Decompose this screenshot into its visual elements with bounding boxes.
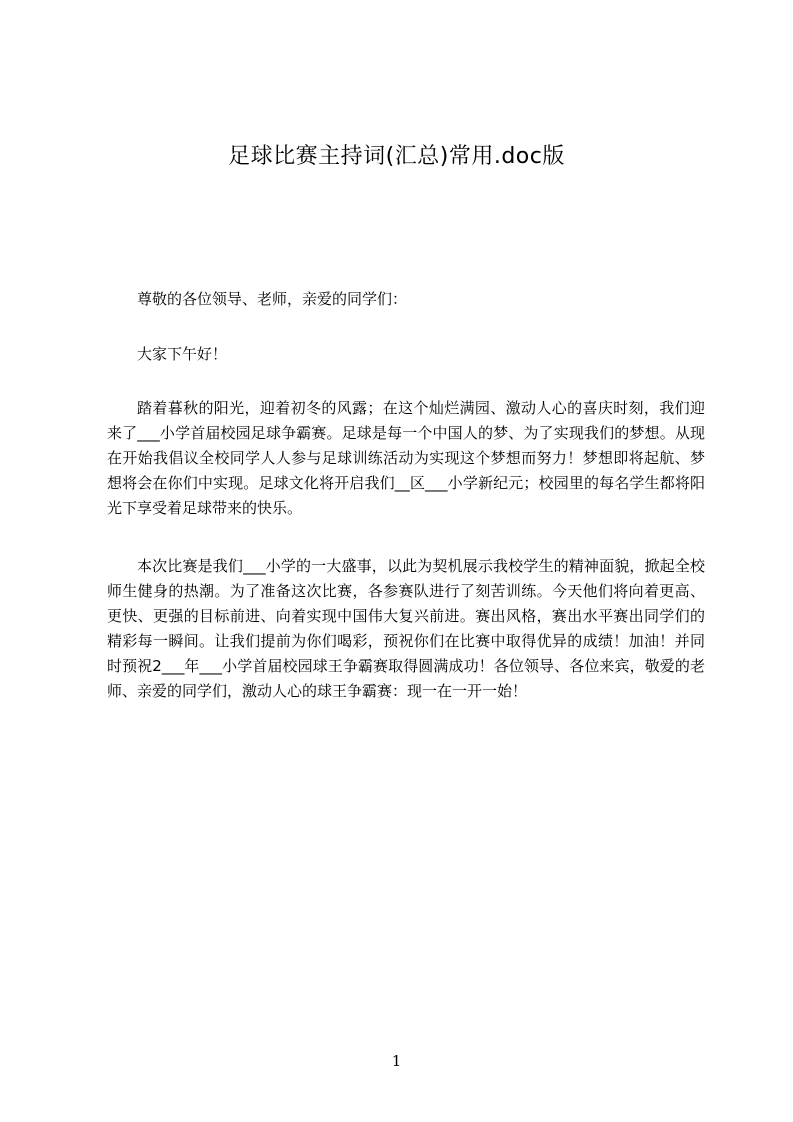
- salutation-paragraph: 尊敬的各位领导、老师，亲爱的同学们：: [137, 290, 408, 308]
- body-paragraph: 踏着暮秋的阳光，迎着初冬的风露；在这个灿烂满园、激动人心的喜庆时刻，我们迎来了___小学首届校园足球争霸赛。足球是每一个中国人的梦、为了实现我们的梦想。从现在开始我倡议全校同学人人参与足球训练活动为实现这个梦想而努力！梦想即将起航、梦想将会在你们中实现。足球文化将开启我们__区___小学新纪元；校园里的每名学生都将阳光下享受着足球带来的快乐。: [107, 399, 705, 517]
- greeting-paragraph: 大家下午好！: [137, 345, 228, 363]
- page-number: 1: [391, 1052, 402, 1070]
- document-title: 足球比赛主持词(汇总)常用.doc版: [228, 144, 565, 169]
- body-paragraph: 本次比赛是我们___小学的一大盛事，以此为契机展示我校学生的精神面貌，掀起全校师生健身的热潮。为了准备这次比赛，各参赛队进行了刻苦训练。今天他们将向着更高、更快、更强的目标前进、向着实现中国伟大复兴前进。赛出风格，赛出水平赛出同学们的精彩每一瞬间。让我们提前为你们喝彩，预祝你们在比赛中取得优异的成绩！加油！并同时预祝2___年___小学首届校园球王争霸赛取得圆满成功！各位领导、各位来宾，敬爱的老师、亲爱的同学们，激动人心的球王争霸赛：现一在一开一始！: [107, 557, 705, 700]
